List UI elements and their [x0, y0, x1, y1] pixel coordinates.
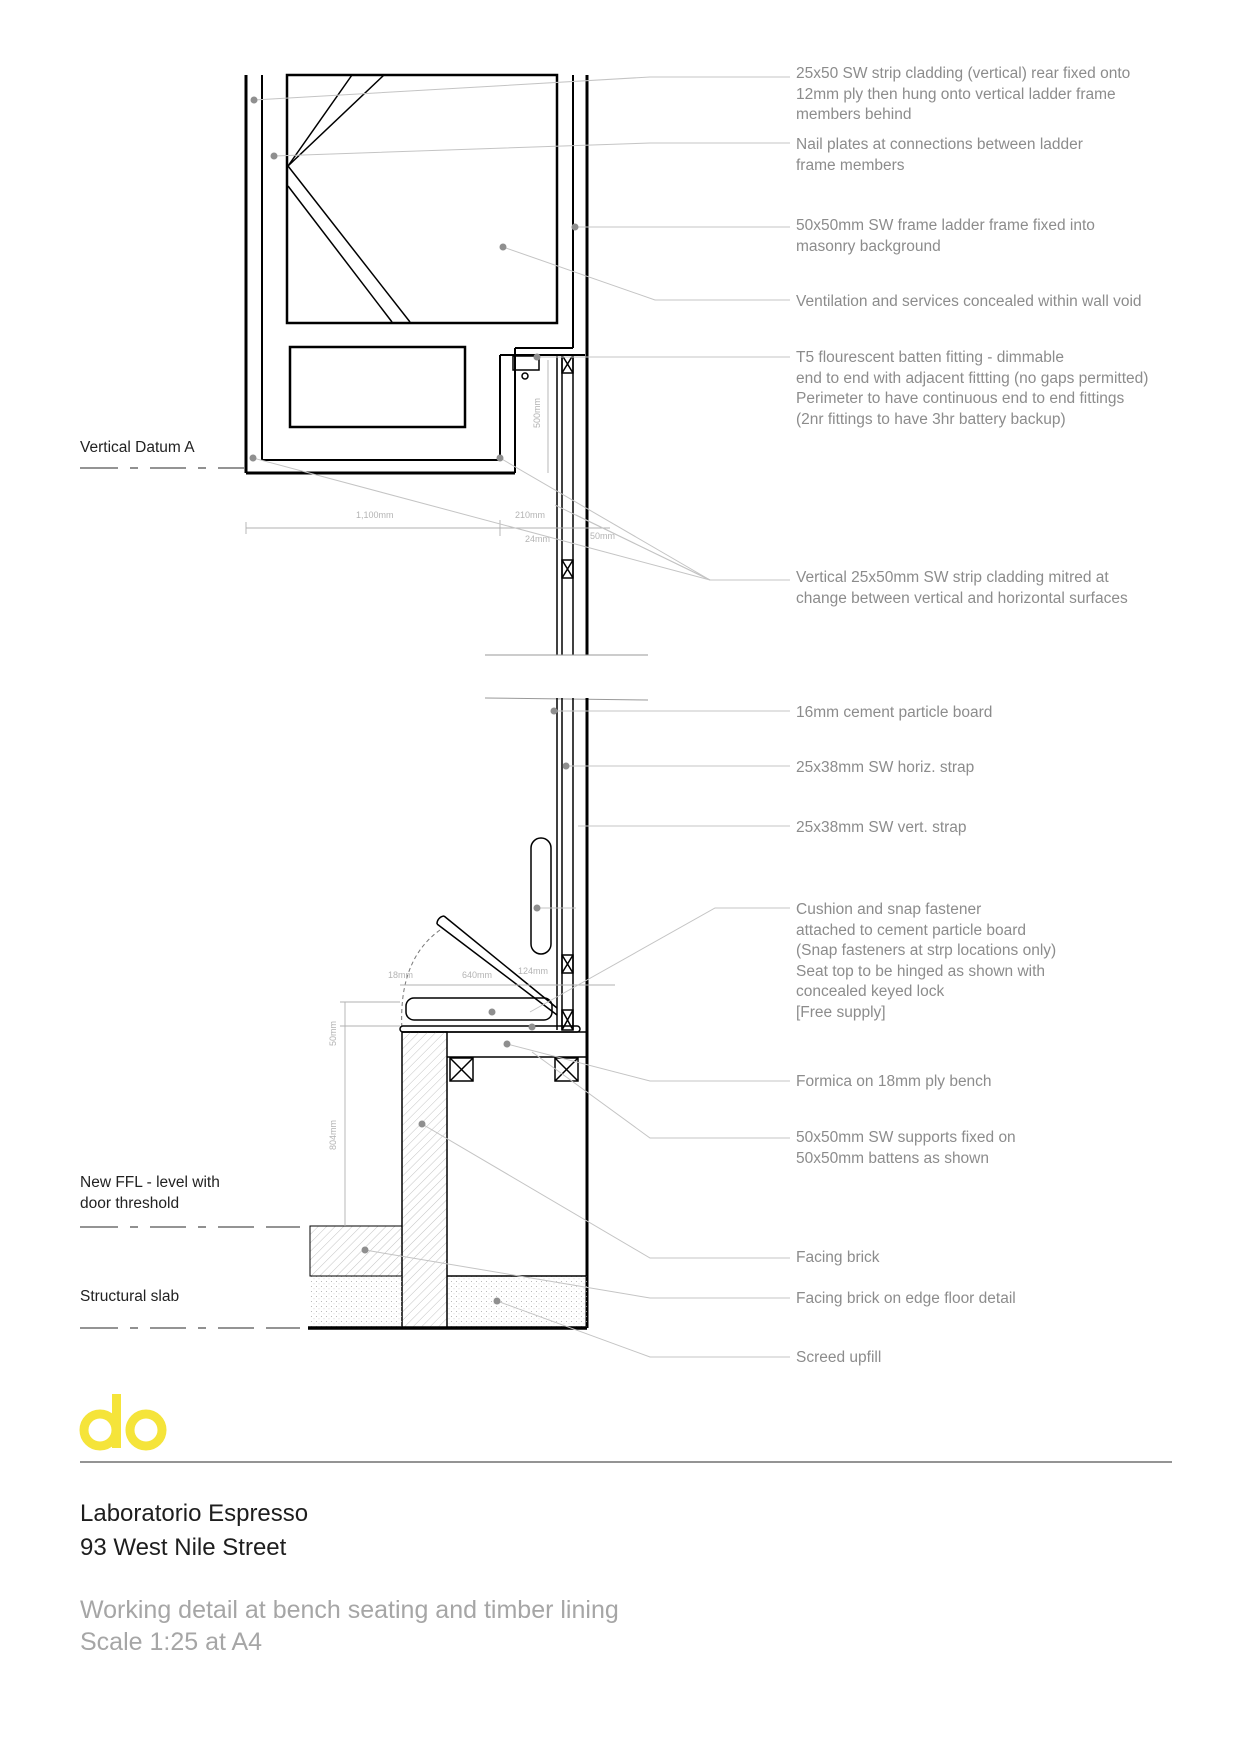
note-ladder-frame: 50x50mm SW frame ladder frame fixed into masonry background — [796, 217, 1095, 255]
dim-640: 640mm — [462, 970, 493, 980]
dim-50: 50mm — [590, 531, 616, 541]
drawing-title: Working detail at bench seating and timber lining — [80, 1596, 619, 1624]
datum-label-vertical-a: Vertical Datum A — [80, 439, 195, 456]
bulkhead-outline — [246, 75, 587, 655]
dim-124: 124mm — [518, 966, 549, 976]
facing-brick — [402, 1032, 447, 1328]
drawing-scale: Scale 1:25 at A4 — [80, 1628, 263, 1656]
datum-label-new-ffl: New FFL - level with door threshold — [80, 1174, 220, 1212]
leader-lines — [253, 77, 790, 1357]
dim-500: 500mm — [532, 397, 542, 428]
note-formica-bench: Formica on 18mm ply bench — [796, 1073, 992, 1090]
vertical-cladding — [557, 355, 573, 655]
dim-804: 804mm — [328, 1119, 338, 1150]
note-ventilation: Ventilation and services concealed within wall void — [796, 293, 1142, 310]
note-screed-upfill: Screed upfill — [796, 1349, 882, 1366]
note-vert-strap: 25x38mm SW vert. strap — [796, 819, 967, 836]
project-address: 93 West Nile Street — [80, 1534, 287, 1561]
dim-210: 210mm — [515, 510, 546, 520]
dim-24: 24mm — [525, 534, 551, 544]
note-nail-plates: Nail plates at connections between ladder frame members — [796, 136, 1083, 174]
note-horiz-strap: 25x38mm SW horiz. strap — [796, 759, 975, 776]
dim-18: 18mm — [388, 970, 414, 980]
note-cement-board: 16mm cement particle board — [796, 704, 993, 721]
note-vertical-cladding: Vertical 25x50mm SW strip cladding mitred at change between vertical and horizontal surfaces — [796, 569, 1128, 607]
note-brick-on-edge: Facing brick on edge floor detail — [796, 1290, 1016, 1307]
project-name: Laboratorio Espresso — [80, 1500, 309, 1527]
note-t5-fitting: T5 flourescent batten fitting - dimmable end to end with adjacent fittting (no gaps permitted) Perimeter to have continuous end to end fittings (2nr fittings to have 3hr battery backup) — [796, 349, 1149, 428]
note-cushion: Cushion and snap fastener attached to cement particle board (Snap fasteners at strp locations only) Seat top to be hinged as shown with concealed keyed lock [Free supply] — [796, 901, 1057, 1021]
back-cushion — [531, 838, 551, 954]
do-logo — [78, 1392, 170, 1454]
break-lines — [485, 655, 648, 700]
lower-wall — [557, 698, 587, 1328]
dimension-labels — [328, 398, 615, 1150]
datum-label-structural-slab: Structural slab — [80, 1288, 180, 1305]
facing-brick-floor — [310, 1226, 402, 1276]
dim-1100: 1,100mm — [356, 510, 394, 520]
note-strip-cladding: 25x50 SW strip cladding (vertical) rear fixed onto 12mm ply then hung onto vertical ladder frame members behind — [796, 65, 1131, 123]
nail-plate-braces — [288, 75, 410, 322]
note-sw-supports: 50x50mm SW supports fixed on 50x50mm battens as shown — [796, 1129, 1016, 1167]
dim-50b: 50mm — [328, 1020, 338, 1046]
note-facing-brick: Facing brick — [796, 1249, 880, 1266]
screed-upfill-left — [310, 1276, 402, 1328]
